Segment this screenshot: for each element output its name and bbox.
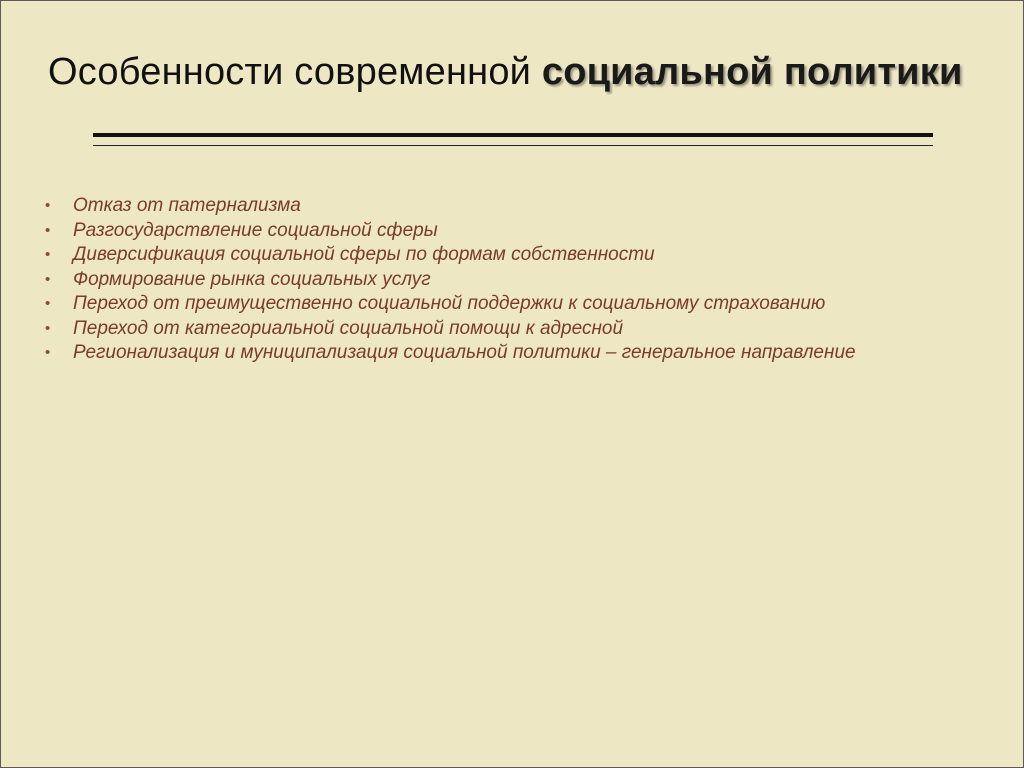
bullet-item bbox=[41, 268, 991, 293]
bullet-dot-icon: • bbox=[45, 197, 51, 214]
title-rule-thin bbox=[93, 145, 933, 146]
bullet-text: Формирование рынка социальных услуг bbox=[73, 268, 431, 290]
bullet-text: Переход от категориальной социальной помощи к адресной bbox=[73, 317, 624, 339]
bullet-dot-icon: • bbox=[45, 270, 51, 288]
bullet-dot-icon: • bbox=[45, 221, 51, 239]
title-emphasis: социальной политики bbox=[541, 51, 963, 93]
bullet-text: Диверсификация социальной сферы по формам собственности bbox=[73, 244, 655, 265]
bullet-text: Переход от преимущественно социальной поддержки к социальному страхованию bbox=[73, 293, 826, 314]
bullet-dot-icon: • bbox=[45, 319, 51, 337]
title-rule-thick bbox=[93, 133, 933, 137]
bullet-item bbox=[41, 317, 991, 342]
bullet-dot-icon: • bbox=[45, 246, 51, 263]
bullet-item bbox=[41, 219, 991, 244]
bullet-text: Регионализация и муниципализация социальной политики – генеральное направление bbox=[73, 342, 856, 363]
bullet-item bbox=[41, 341, 991, 366]
slide-title bbox=[48, 51, 963, 94]
bullet-item bbox=[41, 194, 991, 219]
bullet-text: Разгосударствление социальной сферы bbox=[73, 219, 438, 241]
bullet-text: Отказ от патернализма bbox=[73, 195, 301, 216]
bullet-dot-icon: • bbox=[45, 344, 51, 361]
bullet-dot-icon: • bbox=[45, 295, 51, 312]
title-plain: Особенности современной bbox=[48, 51, 542, 93]
bullet-item bbox=[41, 292, 991, 317]
bullet-item bbox=[41, 243, 991, 268]
bullet-list bbox=[41, 194, 991, 366]
